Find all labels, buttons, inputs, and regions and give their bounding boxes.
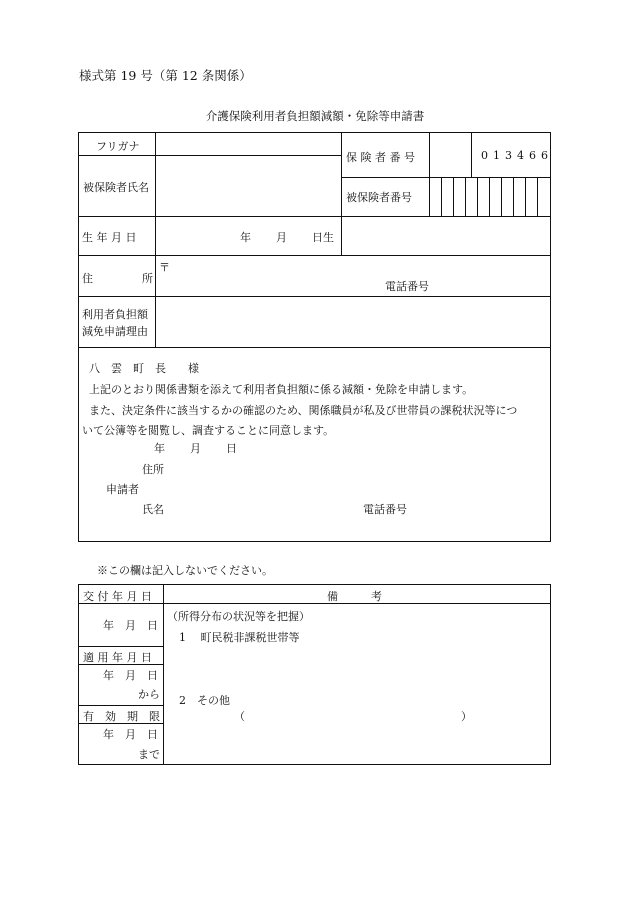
applicant-label: 申請者 bbox=[106, 483, 139, 496]
insurer-digit-4: 4 bbox=[517, 149, 524, 162]
date-month: 月 bbox=[190, 442, 201, 455]
issue-date-label: 交 付 年 月 日 bbox=[83, 590, 152, 603]
insurer-digit-3: 3 bbox=[505, 149, 512, 162]
insured-number-label: 被保険者番号 bbox=[346, 191, 412, 204]
insurer-digit-5: 6 bbox=[529, 149, 536, 162]
applicant-name-label: 氏名 bbox=[142, 503, 164, 516]
office-use-table bbox=[78, 584, 551, 765]
applicable-ymd: 年 月 日 bbox=[103, 669, 158, 682]
insurer-digit-2: 1 bbox=[493, 149, 500, 162]
address-label-2: 所 bbox=[142, 272, 153, 285]
postal-mark: 〒 bbox=[159, 261, 170, 274]
insured-name-label: 被保険者氏名 bbox=[83, 181, 149, 194]
reason-label-2: 減免申請理由 bbox=[82, 325, 148, 338]
declaration-line-3: いて公簿等を閲覧し、調査することに同意します。 bbox=[82, 424, 335, 437]
declaration-line-1: 上記のとおり関係書類を添えて利用者負担額に係る減額・免除を申請します。 bbox=[89, 383, 474, 396]
form-number: 様式第 19 号（第 12 条関係） bbox=[79, 68, 252, 83]
remarks-item-2: 2 その他 bbox=[179, 694, 230, 707]
date-day: 日 bbox=[226, 442, 237, 455]
date-year: 年 bbox=[154, 442, 165, 455]
applicant-phone-label: 電話番号 bbox=[363, 503, 407, 516]
applicant-address-label: 住所 bbox=[142, 463, 164, 476]
insurer-digit-1: 0 bbox=[481, 149, 488, 162]
form-title: 介護保険利用者負担額減額・免除等申請書 bbox=[205, 109, 425, 123]
valid-until-label: 有 効 期 限 bbox=[83, 710, 160, 723]
remarks-heading: （所得分布の状況等を把握） bbox=[167, 610, 310, 623]
birth-day: 日生 bbox=[312, 231, 334, 244]
declaration-line-2: また、決定条件に該当するかの確認のため、関係職員が私及び世帯員の課税状況等につ bbox=[89, 404, 518, 417]
paren-open: （ bbox=[234, 710, 245, 723]
furigana-label: フリガナ bbox=[96, 140, 140, 153]
issue-ymd: 年 月 日 bbox=[103, 619, 158, 632]
office-use-note: ※この欄は記入しないでください。 bbox=[97, 564, 273, 577]
addressee: 八 雲 町 長 様 bbox=[89, 362, 199, 375]
from-label: から bbox=[138, 688, 160, 701]
reason-label-1: 利用者負担額 bbox=[82, 308, 148, 321]
until-label: まで bbox=[138, 748, 160, 761]
birth-month: 月 bbox=[276, 231, 287, 244]
valid-ymd: 年 月 日 bbox=[103, 728, 158, 741]
insurer-number-label: 保 険 者 番 号 bbox=[346, 151, 415, 164]
remarks-label: 備 考 bbox=[327, 590, 382, 603]
applicable-date-label: 適 用 年 月 日 bbox=[83, 651, 152, 664]
phone-label: 電話番号 bbox=[385, 280, 429, 293]
paren-close: ） bbox=[461, 710, 472, 723]
remarks-item-1: 1 町民税非課税世帯等 bbox=[179, 631, 300, 644]
birth-date-label: 生 年 月 日 bbox=[82, 231, 137, 244]
application-form bbox=[78, 132, 551, 542]
birth-year: 年 bbox=[240, 231, 251, 244]
insurer-digit-6: 6 bbox=[541, 149, 548, 162]
address-label-1: 住 bbox=[82, 272, 93, 285]
